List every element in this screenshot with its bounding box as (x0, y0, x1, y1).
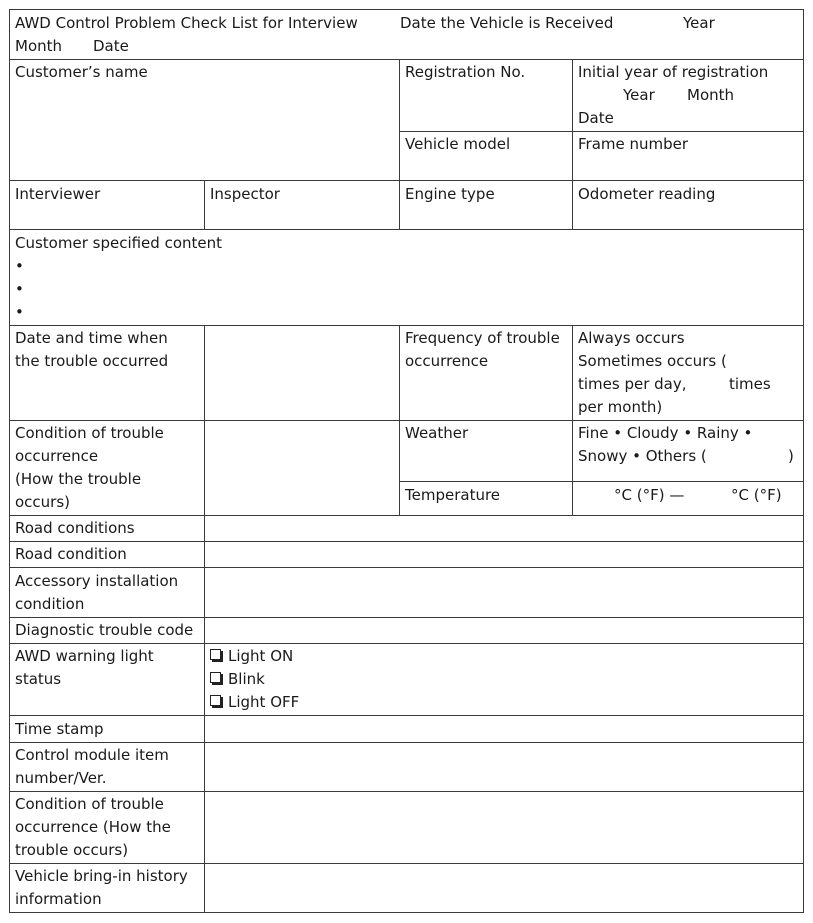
light-off-label: Light OFF (228, 693, 300, 711)
interviewer-label: Interviewer (15, 185, 101, 203)
rule (9, 59, 804, 60)
date-time-label: Date and time when (15, 329, 168, 347)
blink-option[interactable] (210, 668, 265, 691)
rule (204, 180, 205, 230)
customer-name-label: Customer’s name (15, 63, 148, 81)
checkbox-icon[interactable] (210, 672, 221, 683)
rule (399, 325, 400, 516)
history-label: information (15, 890, 102, 908)
rule (399, 59, 400, 230)
light-off-option[interactable] (210, 691, 299, 714)
temperature-from: °C (°F) — (614, 486, 685, 504)
dtc-label: Diagnostic trouble code (15, 621, 194, 639)
rule (9, 567, 804, 568)
frequency-label: occurrence (405, 352, 489, 370)
rule (9, 541, 804, 542)
weather-options: Fine • Cloudy • Rainy • (578, 424, 753, 442)
checkbox-icon[interactable] (210, 649, 221, 660)
initial-year-month: Month (687, 86, 735, 104)
rule (399, 481, 804, 482)
history-label: Vehicle bring-in history (15, 867, 188, 885)
rule (9, 863, 804, 864)
condition-label: occurrence (15, 447, 99, 465)
frame-number-label: Frame number (578, 135, 689, 153)
rule (9, 9, 10, 913)
bullet: • (15, 303, 24, 321)
rule (9, 643, 804, 644)
rule (9, 617, 804, 618)
accessory-label: Accessory installation (15, 572, 179, 590)
bullet: • (15, 280, 24, 298)
weather-label: Weather (405, 424, 469, 442)
frequency-label: Frequency of trouble (405, 329, 560, 347)
rule (9, 229, 804, 230)
always-occurs-option: Always occurs (578, 329, 685, 347)
awd-warning-label: status (15, 670, 62, 688)
rule (9, 715, 804, 716)
rule (9, 180, 804, 181)
blink-label: Blink (228, 670, 265, 688)
condition-label: Condition of trouble (15, 424, 164, 442)
times-label: times (729, 375, 771, 393)
temperature-label: Temperature (405, 486, 501, 504)
condition-label: (How the trouble (15, 470, 142, 488)
checkbox-icon[interactable] (210, 695, 221, 706)
rule (9, 325, 804, 326)
light-on-label: Light ON (228, 647, 294, 665)
times-per-day-label: times per day, (578, 375, 687, 393)
rule (9, 742, 804, 743)
control-module-label: number/Ver. (15, 769, 107, 787)
form-title: AWD Control Problem Check List for Interview (15, 14, 358, 32)
registration-no-label: Registration No. (405, 63, 526, 81)
light-on-option[interactable] (210, 645, 293, 668)
rule (9, 515, 804, 516)
date-label: Date (93, 37, 129, 55)
road-condition-label: Road condition (15, 545, 127, 563)
rule (9, 420, 804, 421)
initial-year-year: Year (623, 86, 655, 104)
rule (204, 325, 205, 913)
sometimes-occurs-option: Sometimes occurs ( (578, 352, 727, 370)
rule (9, 9, 804, 10)
initial-year-label: Initial year of registration (578, 63, 769, 81)
rule (572, 59, 573, 230)
weather-options: Snowy • Others ( (578, 447, 707, 465)
date-received-label: Date the Vehicle is Received (400, 14, 614, 32)
control-module-label: Control module item (15, 746, 169, 764)
rule (9, 912, 804, 913)
rule (803, 9, 804, 913)
rule (399, 131, 804, 132)
weather-close-paren: ) (788, 447, 794, 465)
month-label: Month (15, 37, 63, 55)
condition2-label: occurrence (How the (15, 818, 171, 836)
vehicle-model-label: Vehicle model (405, 135, 511, 153)
temperature-to: °C (°F) (731, 486, 782, 504)
condition2-label: Condition of trouble (15, 795, 164, 813)
time-stamp-label: Time stamp (15, 720, 104, 738)
year-label: Year (683, 14, 715, 32)
initial-year-date: Date (578, 109, 614, 127)
date-time-label: the trouble occurred (15, 352, 169, 370)
inspector-label: Inspector (210, 185, 280, 203)
condition2-label: trouble occurs) (15, 841, 129, 859)
rule (9, 791, 804, 792)
accessory-label: condition (15, 595, 85, 613)
per-month-label: per month) (578, 398, 663, 416)
engine-type-label: Engine type (405, 185, 495, 203)
customer-content-label: Customer specified content (15, 234, 223, 252)
bullet: • (15, 257, 24, 275)
awd-warning-label: AWD warning light (15, 647, 154, 665)
odometer-label: Odometer reading (578, 185, 716, 203)
road-conditions-label: Road conditions (15, 519, 135, 537)
condition-label: occurs) (15, 493, 71, 511)
rule (572, 325, 573, 516)
